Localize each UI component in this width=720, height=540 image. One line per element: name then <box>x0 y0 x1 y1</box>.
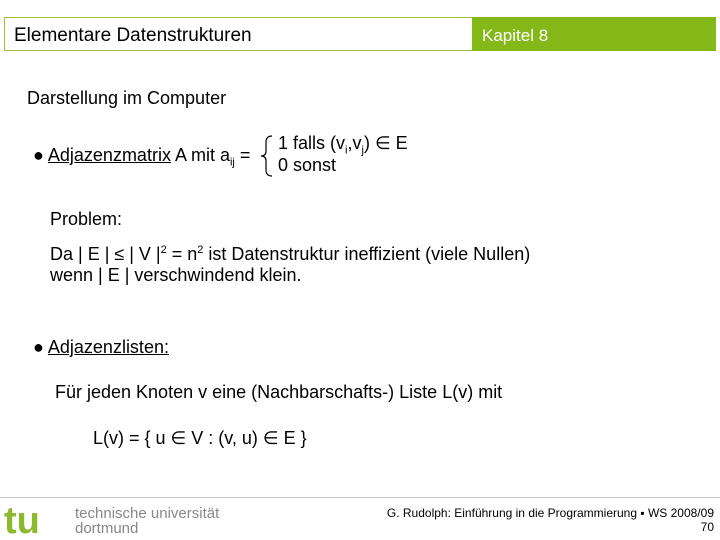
curly-brace-icon <box>258 134 274 178</box>
term-adjacency-matrix: Adjazenzmatrix <box>47 145 171 165</box>
case-two: 0 sonst <box>278 155 337 175</box>
problem-line-1-a: Da | E | ≤ | V | <box>50 244 161 264</box>
university-name-line-2: dortmund <box>75 520 139 537</box>
case-one-sub-j: j <box>361 144 364 157</box>
bullet-adjacency-matrix <box>33 145 250 169</box>
case-one <box>278 133 408 157</box>
footer-credit: G. Rudolph: Einführung in die Programmierung ▪ WS 2008/09 <box>386 506 714 520</box>
university-name-line-1: technische universität <box>75 505 220 522</box>
tu-logo-icon <box>4 503 70 537</box>
chapter-label: Kapitel 8 <box>482 26 549 45</box>
problem-sup-2: 2 <box>197 244 204 256</box>
matrix-text: A mit a <box>174 145 230 165</box>
section-title: Darstellung im Computer <box>27 88 227 108</box>
case-one-end: ) ∈ E <box>363 133 408 153</box>
lists-definition: L(v) = { u ∈ V : (v, u) ∈ E } <box>93 428 307 448</box>
footer-divider <box>0 497 720 498</box>
problem-label: Problem: <box>50 209 123 229</box>
case-one-text: 1 falls (v <box>278 133 346 153</box>
bullet-icon: ● <box>33 145 44 165</box>
page-number: 70 <box>700 520 714 534</box>
bullet-icon: ● <box>33 337 44 357</box>
problem-line-1-b: = n <box>166 244 198 264</box>
matrix-equals: = <box>234 145 251 165</box>
term-adjacency-lists: Adjazenzlisten: <box>47 337 169 357</box>
tu-logo-text: tu <box>4 503 40 537</box>
problem-sup-1: 2 <box>160 244 167 256</box>
lists-description: Für jeden Knoten v eine (Nachbarschafts-) Liste L(v) mit <box>55 382 503 402</box>
case-one-sub-i: i <box>345 144 348 157</box>
problem-line-1-c: ist Datenstruktur ineffizient (viele Nullen) <box>203 244 531 264</box>
problem-line-1 <box>50 244 530 265</box>
problem-line-2: wenn | E | verschwindend klein. <box>50 265 302 285</box>
bullet-adjacency-lists <box>33 337 169 358</box>
slide-header-title: Elementare Datenstrukturen <box>14 25 252 46</box>
matrix-subscript: ij <box>229 156 235 169</box>
case-one-mid: ,v <box>347 133 362 153</box>
